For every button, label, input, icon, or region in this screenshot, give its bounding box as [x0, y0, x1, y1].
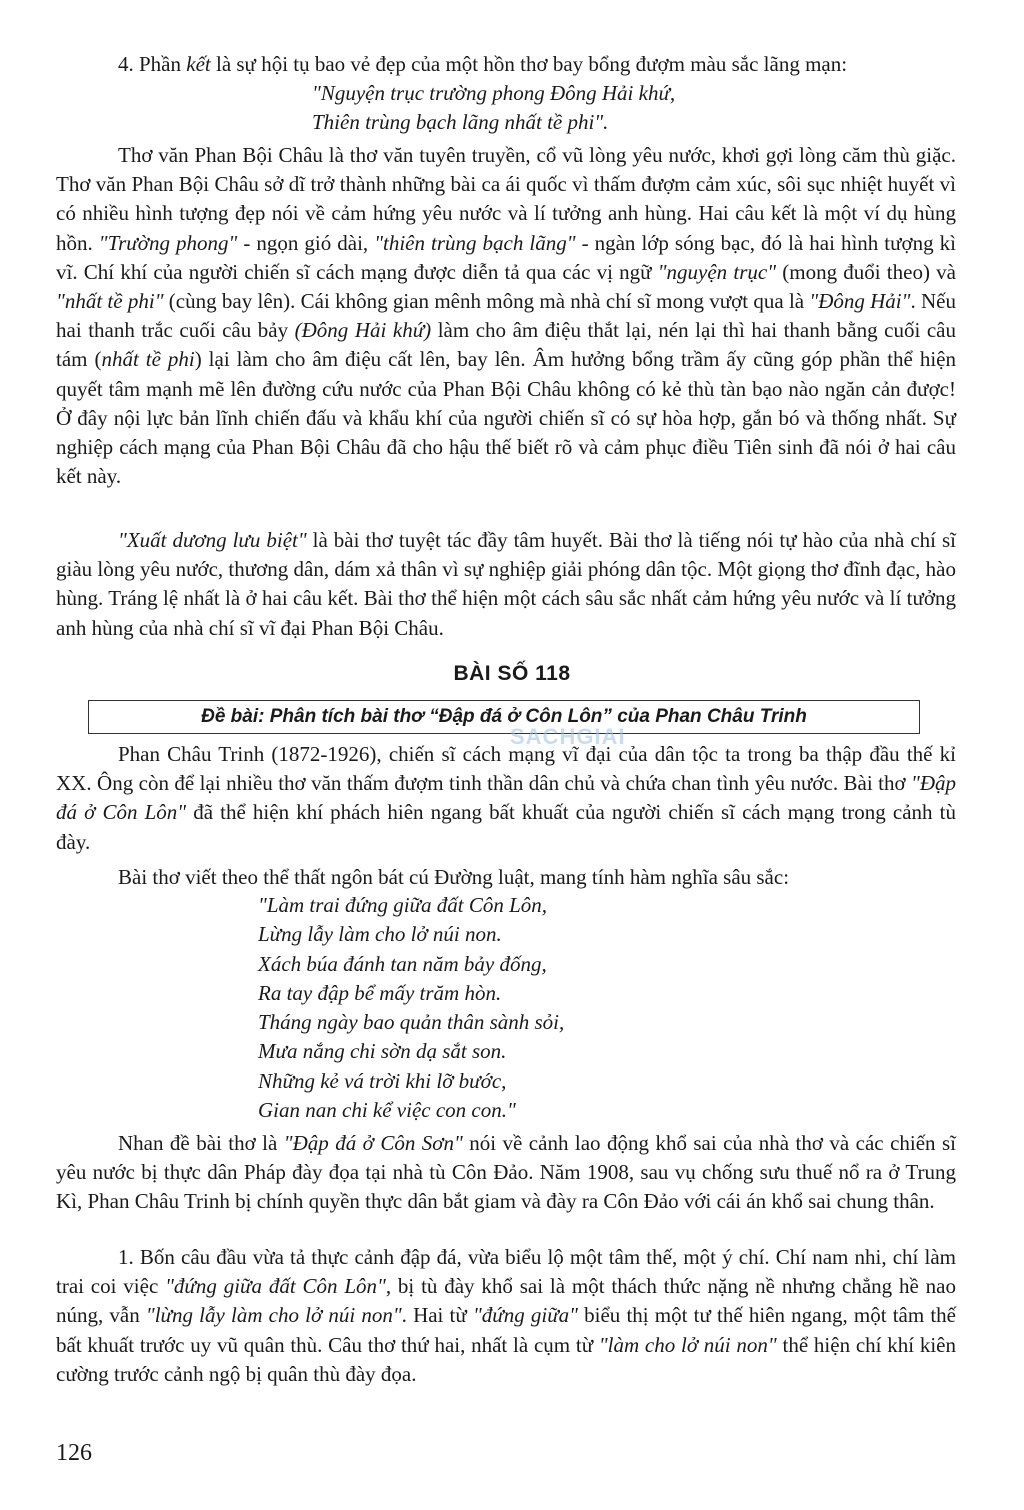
watermark-logo: SACHGIAI: [510, 724, 626, 749]
poem-line: Những kẻ vá trời khi lỡ bước,: [258, 1068, 507, 1093]
poem: [258, 891, 564, 1125]
intro-line: 4. Phần kết là sự hội tụ bao vẻ đẹp của một hồn thơ bay bổng đượm màu sắc lãng mạn:: [118, 52, 848, 76]
verse-line: "Nguyện trục trường phong Đông Hải khứ,: [312, 81, 676, 105]
poem-line: Lừng lẫy làm cho lở núi non.: [258, 922, 502, 947]
poem-line: Xách búa đánh tan năm bảy đống,: [258, 951, 547, 976]
poem-line: Ra tay đập bể mấy trăm hòn.: [258, 980, 502, 1005]
paragraph-intro-author: Phan Châu Trinh (1872-1926), chiến sĩ cách mạng vĩ đại của dân tộc ta trong ba thập đầu thế kỉ XX. Ông còn để lại nhiều thơ văn thấm đượm tinh thần dân chủ và chứa chan tình yêu nước. Bài thơ "Đập đá ở Côn Lôn" đã thể hiện khí phách hiên ngang bất khuất của người chiến sĩ cách mạng trong cảnh tù đày.: [56, 742, 956, 854]
topic-box: [88, 700, 920, 734]
section-heading: BÀI SỐ 118: [453, 662, 571, 685]
paragraph-conclusion: "Xuất dương lưu biệt" là bài thơ tuyệt tác đầy tâm huyết. Bài thơ là tiếng nói tự hào của nhà chí sĩ giàu lòng yêu nước, thương dân, dám xả thân vì sự nghiệp giải phóng dân tộc. Một giọng thơ đĩnh đạc, hào hùng. Tráng lệ nhất là ở hai câu kết. Bài thơ thể hiện một cách sâu sắc nhất cảm hứng yêu nước và lí tưởng anh hùng của nhà chí sĩ vĩ đại Phan Bội Châu.: [56, 528, 956, 640]
poem-line: Mưa nắng chi sờn dạ sắt son.: [258, 1039, 507, 1064]
paragraph-analysis: Thơ văn Phan Bội Châu là thơ văn tuyên truyền, cổ vũ lòng yêu nước, khơi gợi lòng căm thù giặc. Thơ văn Phan Bội Châu sở dĩ trở thành những bài ca ái quốc vì thấm đượm cảm xúc, sôi sục nhiệt huyết vì có nhiều hình tượng đẹp nói về cảm hứng yêu nước và lí tưởng anh hùng. Hai câu kết là một ví dụ hùng hồn. "Trường phong" - ngọn gió dài, "thiên trùng bạch lãng" - ngàn lớp sóng bạc, đó là hai hình tượng kì vĩ. Chí khí của người chiến sĩ cách mạng được diễn tả qua các vị ngữ "nguyện trục" (mong đuổi theo) và "nhất tề phi" (cùng bay lên). Cái không gian mênh mông mà nhà chí sĩ mong vượt qua là "Đông Hải". Nếu hai thanh trắc cuối câu bảy (Đông Hải khứ) làm cho âm điệu thắt lại, nén lại thì hai thanh bằng cuối câu tám (nhất tề phi) lại làm cho âm điệu cất lên, bay lên. Âm hưởng bổng trầm ấy cũng góp phần thể hiện quyết tâm mạnh mẽ lên đường cứu nước của Phan Bội Châu không có kẻ thù tàn bạo nào ngăn cản được! Ở đây nội lực bản lĩnh chiến đấu và khẩu khí của người chiến sĩ có sự hòa hợp, gắn bó và thống nhất. Sự nghiệp cách mạng của Phan Bội Châu đã cho hậu thế biết rõ và cảm phục điều Tiên sinh đã nói ở hai câu kết này.: [56, 143, 956, 489]
topic-title: Đề bài: Phân tích bài thơ “Đập đá ở Côn Lôn” của Phan Châu Trinh: [201, 706, 807, 727]
paragraph-first-four-lines: 1. Bốn câu đầu vừa tả thực cảnh đập đá, vừa biểu lộ một tâm thế, một ý chí. Chí nam nhi, chí làm trai coi việc "đứng giữa đất Côn Lôn", bị tù đày khổ sai là một thách thức nặng nề nhưng chẳng hề nao núng, vẫn "lừng lẫy làm cho lở núi non". Hai từ "đứng giữa" biểu thị một tư thế hiên ngang, một tâm thế bất khuất trước uy vũ quân thù. Câu thơ thứ hai, nhất là cụm từ "làm cho lở núi non" thể hiện chí khí kiên cường trước cảnh ngộ bị quân thù đày đọa.: [56, 1245, 957, 1386]
poem-line: "Làm trai đứng giữa đất Côn Lôn,: [258, 893, 548, 917]
verse-line: Thiên trùng bạch lãng nhất tề phi".: [312, 110, 609, 135]
paragraph-title-analysis: Nhan đề bài thơ là "Đập đá ở Côn Sơn" nói về cảnh lao động khổ sai của nhà thơ và các chiến sĩ yêu nước bị thực dân Pháp đày đọa tại nhà tù Côn Đảo. Năm 1908, sau vụ chống sưu thuế nổ ra ở Trung Kì, Phan Châu Trinh bị chính quyền thực dân bắt giam và đày ra Côn Đảo với cái án khổ sai chung thân.: [56, 1131, 956, 1214]
page-number: 126: [56, 1440, 92, 1466]
poem-line: Gian nan chi kể việc con con.": [258, 1098, 516, 1123]
poem-line: Tháng ngày bao quản thân sành sỏi,: [258, 1010, 565, 1035]
intro-verse: [312, 79, 675, 138]
paragraph-poem-intro: Bài thơ viết theo thể thất ngôn bát cú Đường luật, mang tính hàm nghĩa sâu sắc:: [118, 865, 790, 889]
